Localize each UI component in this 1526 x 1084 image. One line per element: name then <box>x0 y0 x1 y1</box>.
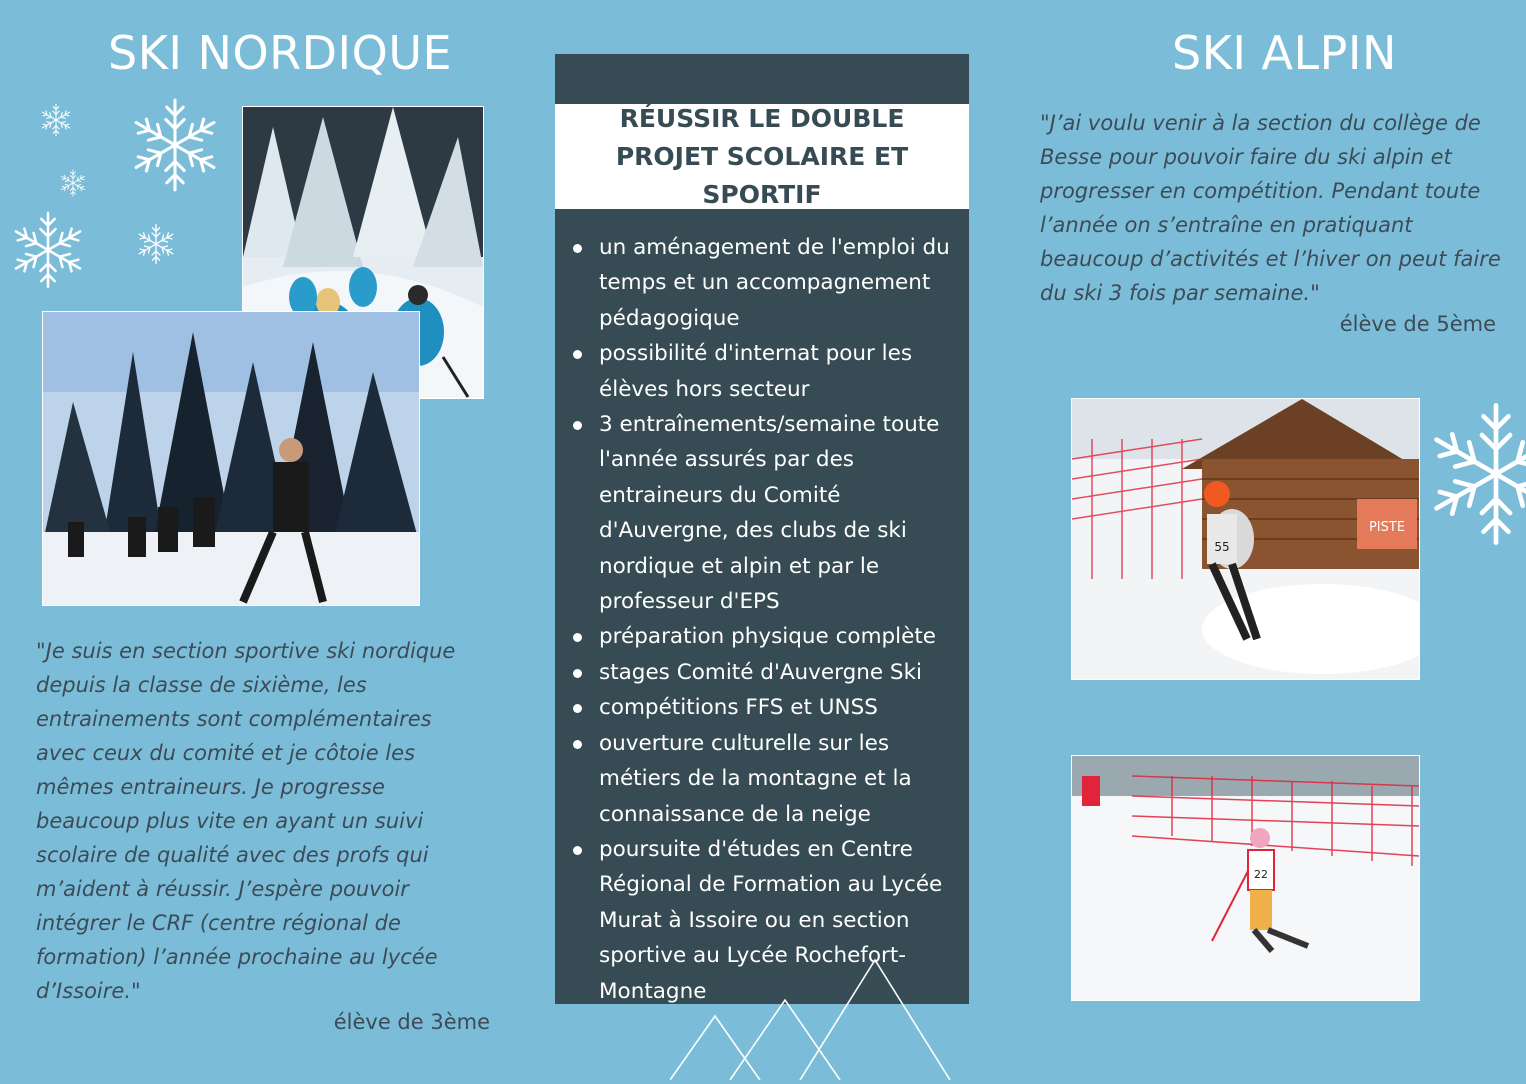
nordic-testimonial-author: élève de 3ème <box>333 1010 490 1034</box>
headline: RÉUSSIR LE DOUBLE PROJET SCOLAIRE ET SPORTIF <box>615 103 909 209</box>
photo-alpine-racer-chalet <box>1071 398 1420 680</box>
center-panel <box>555 54 969 1004</box>
bib-number: 22 <box>1254 868 1268 881</box>
list-item: ouverture culturelle sur les métiers de la montagne et la connaissance de la neige <box>599 726 969 832</box>
snowflake-icon <box>58 168 88 198</box>
list-item: possibilité d'internat pour les élèves hors secteur <box>599 336 969 407</box>
snowflake-icon <box>6 208 90 292</box>
list-item: poursuite d'études en Centre Régional de Formation au Lycée Murat à Issoire ou en section sportive au Lycée Rochefort-Montagne <box>599 832 969 1009</box>
list-item: compétitions FFS et UNSS <box>599 690 969 725</box>
benefits-list <box>555 230 969 1009</box>
bib-number: 55 <box>1214 540 1230 554</box>
snowflake-icon <box>134 222 178 266</box>
photo-nordic-skiers-snow <box>42 311 420 606</box>
snowflake-icon <box>38 102 74 138</box>
nordic-testimonial: "Je suis en section sportive ski nordique depuis la classe de sixième, les entrainements sont complémentaires avec ceux du comité et je côtoie les mêmes entraineurs. Je progresse beaucoup plus vite en ayant un suivi scolaire de qualité avec des profs qui m’aident à réussir. J’espère pouvoir intégrer le CRF (centre régional de formation) l’année prochaine au lycée d’Issoire." <box>36 639 456 1003</box>
snowflake-icon <box>124 94 226 196</box>
photo-alpine-racer-slalom <box>1071 755 1420 1001</box>
alpine-testimonial-author: élève de 5ème <box>1339 312 1496 336</box>
list-item: stages Comité d'Auvergne Ski <box>599 655 969 690</box>
ski-alpin-title: SKI ALPIN <box>1172 26 1397 80</box>
headline-box <box>555 104 969 209</box>
list-item: 3 entraînements/semaine toute l'année assurés par des entraineurs du Comité d'Auvergne, des clubs de ski nordique et alpin et par le professeur d'EPS <box>599 407 969 619</box>
alpine-testimonial: "J’ai voulu venir à la section du collège de Besse pour pouvoir faire du ski alpin et progresser en compétition. Pendant toute l’année on s’entraîne en pratiquant beaucoup d’activités et l’hiver on peut faire du ski 3 fois par semaine." <box>1040 111 1501 305</box>
list-item: un aménagement de l'emploi du temps et un accompagnement pédagogique <box>599 230 969 336</box>
snowflake-icon <box>1418 396 1526 552</box>
list-item: préparation physique complète <box>599 619 969 654</box>
piste-sign: PISTE <box>1368 520 1406 535</box>
ski-nordique-title: SKI NORDIQUE <box>108 26 453 80</box>
mountain-outline-decoration <box>670 950 960 1084</box>
